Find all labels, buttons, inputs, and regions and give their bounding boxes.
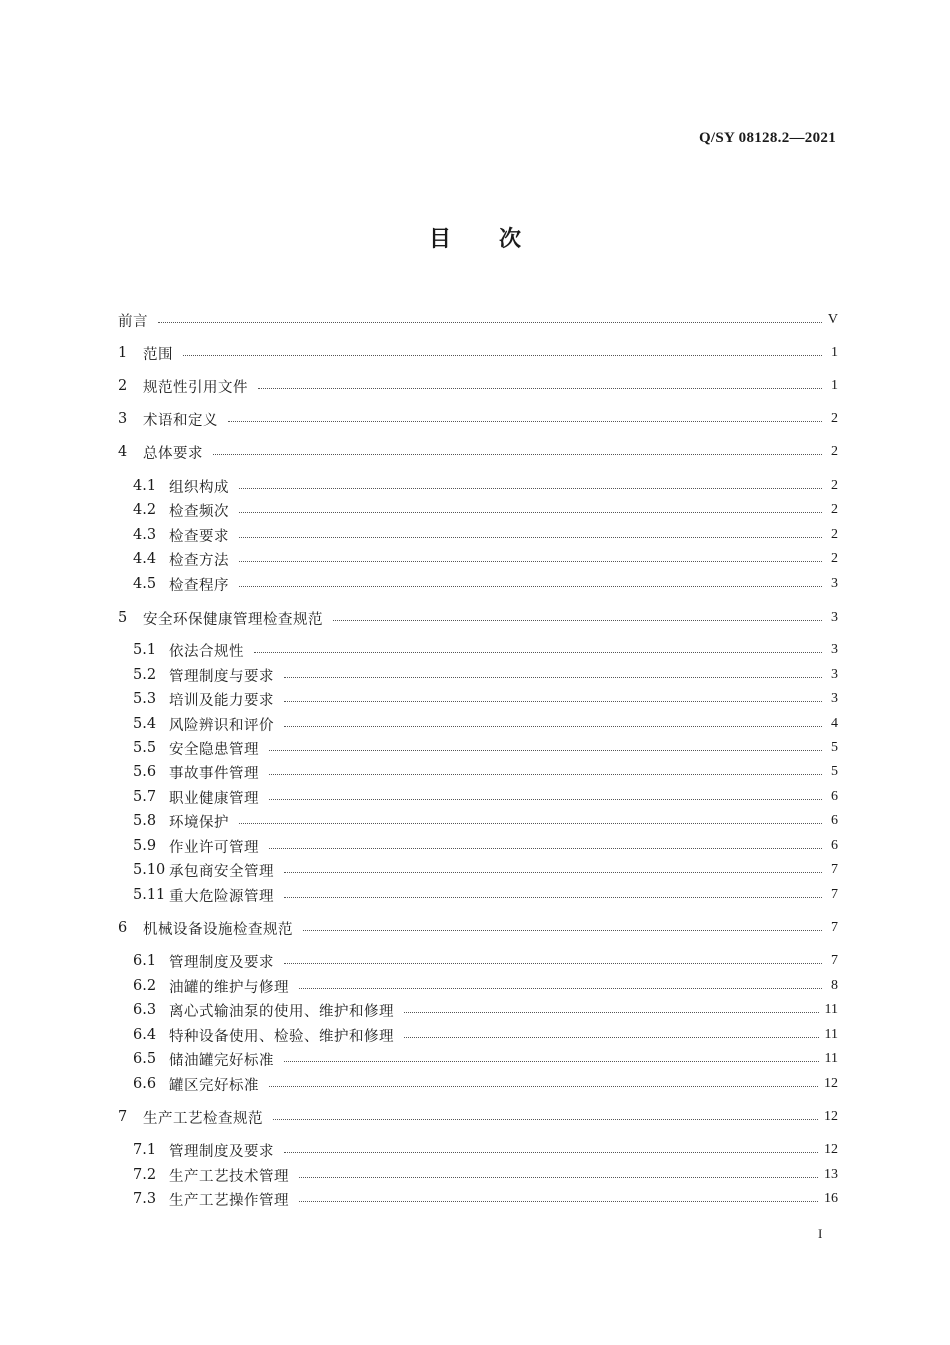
toc-entry-page: V — [827, 312, 838, 327]
dot-leader — [269, 798, 822, 800]
toc-entry[interactable] — [133, 574, 838, 594]
toc-entry-number: 5 — [118, 610, 128, 626]
toc-entry-number: 6.4 — [133, 1027, 157, 1043]
toc-entry-label: 离心式输油泵的使用、维护和修理 — [169, 1003, 394, 1020]
toc-entry-number: 4.4 — [133, 551, 157, 567]
toc-entry-number: 5.1 — [133, 642, 157, 658]
dot-leader — [239, 487, 822, 489]
toc-entry-page: 2 — [831, 411, 838, 426]
toc-entry[interactable] — [133, 1025, 838, 1045]
toc-entry-label: 检查方法 — [169, 552, 229, 569]
toc-entry-label: 生产工艺检查规范 — [143, 1110, 263, 1127]
toc-entry-page: 7 — [831, 953, 838, 968]
toc-entry-label: 安全环保健康管理检查规范 — [143, 611, 323, 628]
toc-entry-label: 特种设备使用、检验、维护和修理 — [169, 1028, 394, 1045]
toc-entry[interactable] — [133, 1165, 838, 1185]
toc-entry[interactable] — [133, 787, 838, 807]
dot-leader — [269, 749, 822, 751]
toc-entry-page: 11 — [824, 1002, 838, 1017]
page-number: I — [818, 1226, 823, 1241]
toc-entry[interactable] — [118, 310, 838, 330]
page-title: 目次 — [428, 227, 569, 252]
dot-leader — [299, 1200, 818, 1202]
toc-entry-page: 5 — [831, 740, 838, 755]
toc-entry-label: 储油罐完好标准 — [169, 1052, 274, 1069]
toc-entry-label: 管理制度及要求 — [169, 954, 274, 971]
dot-leader — [284, 700, 822, 702]
toc-entry-label: 油罐的维护与修理 — [169, 979, 289, 996]
dot-leader — [239, 560, 822, 562]
toc-entry-label: 罐区完好标准 — [169, 1077, 259, 1094]
toc-entry[interactable] — [133, 1189, 838, 1209]
toc-entry-label: 检查要求 — [169, 528, 229, 545]
toc-entry-page: 3 — [831, 691, 838, 706]
toc-entry-number: 4.3 — [133, 527, 157, 543]
dot-leader — [273, 1118, 818, 1120]
dot-leader — [303, 929, 822, 931]
toc-entry-number: 2 — [118, 378, 128, 394]
toc-entry-page: 3 — [831, 576, 838, 591]
toc-entry-label: 培训及能力要求 — [169, 692, 274, 709]
toc-entry-label: 生产工艺技术管理 — [169, 1168, 289, 1185]
toc-entry-number: 7.2 — [133, 1167, 157, 1183]
toc-entry[interactable] — [133, 500, 838, 520]
toc-entry-label: 承包商安全管理 — [169, 863, 274, 880]
toc-entry[interactable] — [133, 1049, 838, 1069]
toc-entry-page: 12 — [824, 1142, 838, 1157]
dot-leader — [239, 536, 822, 538]
dot-leader — [299, 1176, 818, 1178]
toc-entry[interactable] — [133, 860, 838, 880]
toc-entry-number: 4 — [118, 444, 128, 460]
toc-entry-label: 术语和定义 — [143, 412, 218, 429]
dot-leader — [284, 725, 822, 727]
dot-leader — [284, 1060, 819, 1062]
toc-entry-number: 6.1 — [133, 953, 157, 969]
toc-entry-number: 5.5 — [133, 740, 157, 756]
toc-entry[interactable] — [133, 1140, 838, 1160]
standard-code: Q/SY 08128.2—2021 — [698, 130, 836, 146]
toc-entry-number: 5.7 — [133, 789, 157, 805]
toc-entry-page: 2 — [831, 527, 838, 542]
toc-entry-number: 6.5 — [133, 1051, 157, 1067]
toc-entry-label: 风险辨识和评价 — [169, 717, 274, 734]
toc-entry-label: 总体要求 — [143, 445, 203, 462]
toc-entry[interactable] — [133, 549, 838, 569]
toc-entry[interactable] — [133, 836, 838, 856]
dot-leader — [284, 1151, 818, 1153]
toc-entry-number: 4.5 — [133, 576, 157, 592]
toc-entry-label: 生产工艺操作管理 — [169, 1192, 289, 1209]
toc-entry-page: 7 — [831, 862, 838, 877]
toc-entry-label: 管理制度及要求 — [169, 1143, 274, 1160]
toc-entry[interactable] — [133, 665, 838, 685]
toc-entry[interactable] — [133, 1074, 838, 1094]
toc-entry-page: 2 — [831, 551, 838, 566]
toc-entry-page: 7 — [831, 920, 838, 935]
toc-entry[interactable] — [118, 1107, 838, 1127]
toc-entry-number: 1 — [118, 345, 128, 361]
dot-leader — [284, 896, 822, 898]
toc-entry-page: 3 — [831, 667, 838, 682]
toc-entry-label: 检查程序 — [169, 577, 229, 594]
toc-entry[interactable] — [133, 738, 838, 758]
toc-entry-page: 6 — [831, 789, 838, 804]
toc-entry-number: 5.4 — [133, 716, 157, 732]
toc-entry-number: 4.1 — [133, 478, 157, 494]
toc-entry-page: 8 — [831, 978, 838, 993]
toc-entry-number: 5.2 — [133, 667, 157, 683]
toc-entry-page: 1 — [831, 378, 838, 393]
toc-entry-page: 12 — [824, 1076, 838, 1091]
toc-entry-number: 6.2 — [133, 978, 157, 994]
toc-entry-page: 11 — [824, 1027, 838, 1042]
toc-entry-label: 规范性引用文件 — [143, 379, 248, 396]
toc-entry-number: 5.8 — [133, 813, 157, 829]
toc-entry-number: 6 — [118, 920, 128, 936]
toc-entry[interactable] — [133, 976, 838, 996]
dot-leader — [254, 651, 822, 653]
toc-entry-page: 6 — [831, 838, 838, 853]
dot-leader — [299, 987, 822, 989]
toc-entry[interactable] — [133, 951, 838, 971]
dot-leader — [158, 321, 822, 323]
toc-entry-page: 13 — [824, 1167, 838, 1182]
toc-entry-number: 5.9 — [133, 838, 157, 854]
dot-leader — [404, 1036, 819, 1038]
toc-entry[interactable] — [133, 762, 838, 782]
toc-entry-page: 2 — [831, 478, 838, 493]
toc-entry-label: 范围 — [143, 346, 173, 363]
toc-entry-label: 环境保护 — [169, 814, 229, 831]
dot-leader — [228, 420, 822, 422]
toc-entry-page: 16 — [824, 1191, 838, 1206]
toc-entry-label: 事故事件管理 — [169, 765, 259, 782]
toc-entry-number: 6.6 — [133, 1076, 157, 1092]
toc-entry-page: 2 — [831, 444, 838, 459]
toc-entry-label: 职业健康管理 — [169, 790, 259, 807]
toc-entry-label: 重大危险源管理 — [169, 888, 274, 905]
toc-entry[interactable] — [118, 442, 838, 462]
toc-entry-page: 4 — [831, 716, 838, 731]
toc-entry[interactable] — [133, 689, 838, 709]
toc-entry[interactable] — [118, 376, 838, 396]
toc-entry[interactable] — [133, 1000, 838, 1020]
dot-leader — [269, 773, 822, 775]
toc-entry[interactable] — [133, 885, 838, 905]
toc-entry[interactable] — [133, 476, 838, 496]
dot-leader — [404, 1011, 819, 1013]
toc-entry-number: 5.10 — [133, 862, 166, 878]
toc-entry-page: 1 — [831, 345, 838, 360]
toc-entry[interactable] — [133, 811, 838, 831]
dot-leader — [284, 962, 822, 964]
dot-leader — [239, 822, 822, 824]
toc-entry-label: 作业许可管理 — [169, 839, 259, 856]
toc-entry-page: 3 — [831, 610, 838, 625]
toc-entry[interactable] — [133, 714, 838, 734]
toc-entry[interactable] — [118, 918, 838, 938]
toc-entry[interactable] — [118, 343, 838, 363]
dot-leader — [333, 619, 822, 621]
dot-leader — [284, 676, 822, 678]
dot-leader — [284, 871, 822, 873]
toc-entry-label: 前言 — [118, 313, 148, 330]
toc-entry-page: 3 — [831, 642, 838, 657]
toc-entry-label: 组织构成 — [169, 479, 229, 496]
toc-entry-number: 7.1 — [133, 1142, 157, 1158]
toc-entry-label: 安全隐患管理 — [169, 741, 259, 758]
toc-entry[interactable] — [118, 608, 838, 628]
toc-entry-number: 7.3 — [133, 1191, 157, 1207]
toc-entry-page: 11 — [824, 1051, 838, 1066]
dot-leader — [213, 453, 822, 455]
toc-entry-number: 5.11 — [133, 887, 166, 903]
toc-entry-number: 7 — [118, 1109, 128, 1125]
toc-entry-label: 机械设备设施检查规范 — [143, 921, 293, 938]
toc-entry-number: 6.3 — [133, 1002, 157, 1018]
toc-entry-page: 12 — [824, 1109, 838, 1124]
dot-leader — [239, 511, 822, 513]
toc-entry[interactable] — [133, 525, 838, 545]
dot-leader — [258, 387, 822, 389]
toc-entry[interactable] — [133, 640, 838, 660]
toc-entry-page: 2 — [831, 502, 838, 517]
toc-entry-page: 6 — [831, 813, 838, 828]
toc-entry-number: 5.6 — [133, 764, 157, 780]
toc-entry-number: 3 — [118, 411, 128, 427]
toc-entry-label: 检查频次 — [169, 503, 229, 520]
dot-leader — [239, 585, 822, 587]
toc-entry-label: 依法合规性 — [169, 643, 244, 660]
toc-entry-label: 管理制度与要求 — [169, 668, 274, 685]
toc-entry-page: 7 — [831, 887, 838, 902]
toc-entry-number: 4.2 — [133, 502, 157, 518]
dot-leader — [183, 354, 822, 356]
toc-entry-page: 5 — [831, 764, 838, 779]
dot-leader — [269, 1085, 818, 1087]
toc-entry-number: 5.3 — [133, 691, 157, 707]
dot-leader — [269, 847, 822, 849]
toc-entry[interactable] — [118, 409, 838, 429]
